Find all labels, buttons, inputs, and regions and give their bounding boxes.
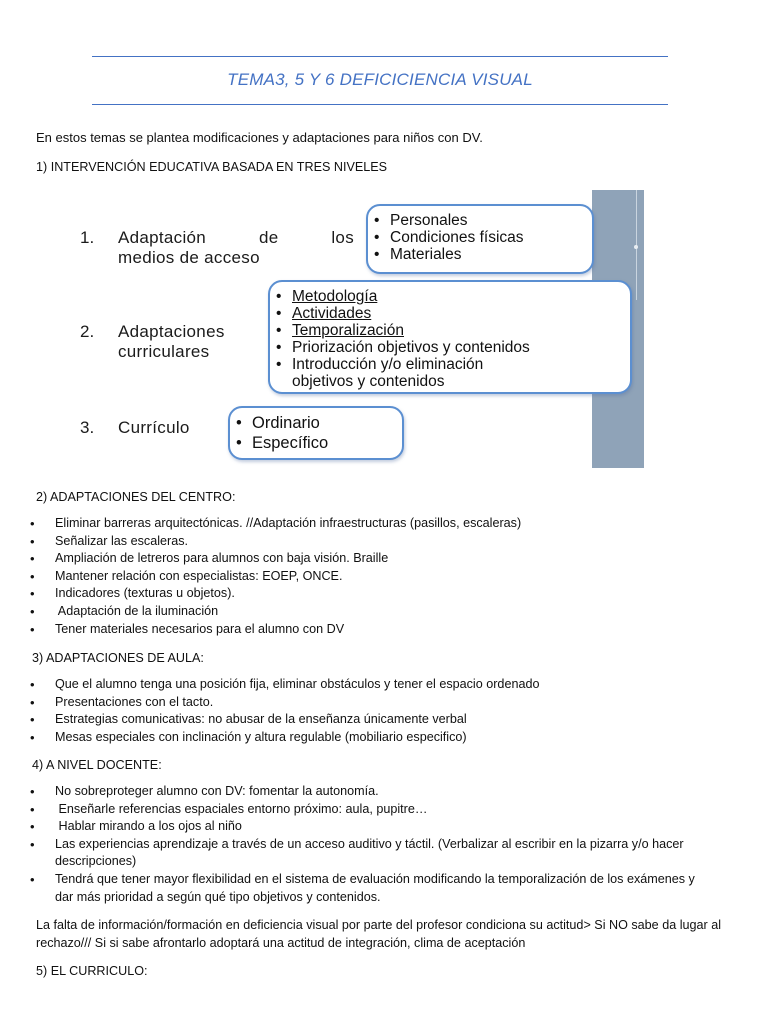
section3-heading: 3) ADAPTACIONES DE AULA: <box>32 651 204 665</box>
level2-label-line2: curriculares <box>118 342 210 361</box>
level2-number: 2. <box>80 322 95 341</box>
list-item: • Que el alumno tenga una posición fija, eliminar obstáculos y tener el espacio ordenado <box>0 676 715 694</box>
list-item: • Enseñarle referencias espaciales entorno próximo: aula, pupitre… <box>0 801 715 819</box>
level1-label-line2: medios de acceso <box>118 248 260 267</box>
list-item: • Las experiencias aprendizaje a través de un acceso auditivo y táctil. (Verbalizar al escribir en la pizarra y/o hacer descripciones) <box>0 836 715 871</box>
list-item: • Señalizar las escaleras. <box>0 533 715 551</box>
level2-items-box <box>268 280 632 394</box>
list-item: • No sobreproteger alumno con DV: fomentar la autonomía. <box>0 783 715 801</box>
level2-item-continuation: objetivos y contenidos <box>292 373 445 390</box>
level3-number: 3. <box>80 418 95 437</box>
level1-number: 1. <box>80 228 95 247</box>
level1-item: • Materiales <box>368 246 592 263</box>
level3-label: Currículo <box>118 418 190 437</box>
level1-label-line1: Adaptación de los <box>118 228 354 247</box>
level3-item: • Ordinario <box>230 413 402 433</box>
section2-heading: 2) ADAPTACIONES DEL CENTRO: <box>36 490 236 504</box>
level2-label-line1: Adaptaciones <box>118 322 225 341</box>
section1-heading: 1) INTERVENCIÓN EDUCATIVA BASADA EN TRES NIVELES <box>36 160 388 174</box>
header-rule-top <box>92 56 668 57</box>
level1-items-box <box>366 204 594 274</box>
list-item: • Hablar mirando a los ojos al niño <box>0 818 715 836</box>
level2-item: • Priorización objetivos y contenidos <box>270 339 630 356</box>
list-item: • Estrategias comunicativas: no abusar de la enseñanza únicamente verbal <box>0 711 715 729</box>
list-item: • Mantener relación con especialistas: EOEP, ONCE. <box>0 568 715 586</box>
section2-list <box>0 515 715 638</box>
intro-paragraph: En estos temas se plantea modificaciones y adaptaciones para niños con DV. <box>36 130 483 145</box>
list-item: • Eliminar barreras arquitectónicas. //Adaptación infraestructuras (pasillos, escaleras) <box>0 515 715 533</box>
list-item: • Indicadores (texturas u objetos). <box>0 585 715 603</box>
section4-heading: 4) A NIVEL DOCENTE: <box>32 758 162 772</box>
list-item: • Adaptación de la iluminación <box>0 603 715 621</box>
level3-item: • Específico <box>230 433 402 453</box>
list-item: • Tener materiales necesarios para el alumno con DV <box>0 621 715 639</box>
list-item: • Ampliación de letreros para alumnos con baja visión. Braille <box>0 550 715 568</box>
levels-diagram <box>66 190 644 468</box>
list-item: • Presentaciones con el tacto. <box>0 694 715 712</box>
level2-item: • Temporalización <box>270 322 630 339</box>
section4-list <box>0 783 715 906</box>
level3-items-box <box>228 406 404 460</box>
level2-item: • Metodología <box>270 288 630 305</box>
level1-item: • Condiciones físicas <box>368 229 592 246</box>
list-item: • Tendrá que tener mayor flexibilidad en el sistema de evaluación modificando la temporalización de los exámenes y dar más prioridad a según qué tipo objetivos y contenidos. <box>0 871 715 906</box>
section3-list <box>0 676 715 746</box>
level1-item: • Personales <box>368 212 592 229</box>
header-rule-bottom <box>92 104 668 105</box>
level2-item: • Actividades <box>270 305 630 322</box>
level2-item: • Introducción y/o eliminación <box>270 356 630 373</box>
section5-heading: 5) EL CURRICULO: <box>36 964 148 978</box>
list-item: • Mesas especiales con inclinación y altura regulable (mobiliario especifico) <box>0 729 715 747</box>
teacher-attitude-note: La falta de información/formación en deficiencia visual por parte del profesor condiciona su actitud> Si NO sabe da lugar al rechazo/// Si si sabe afrontarlo adoptará una actitud de integración, clima de aceptación <box>36 918 722 950</box>
page-title: TEMA3, 5 Y 6 DEFICICIENCIA VISUAL <box>227 70 533 89</box>
